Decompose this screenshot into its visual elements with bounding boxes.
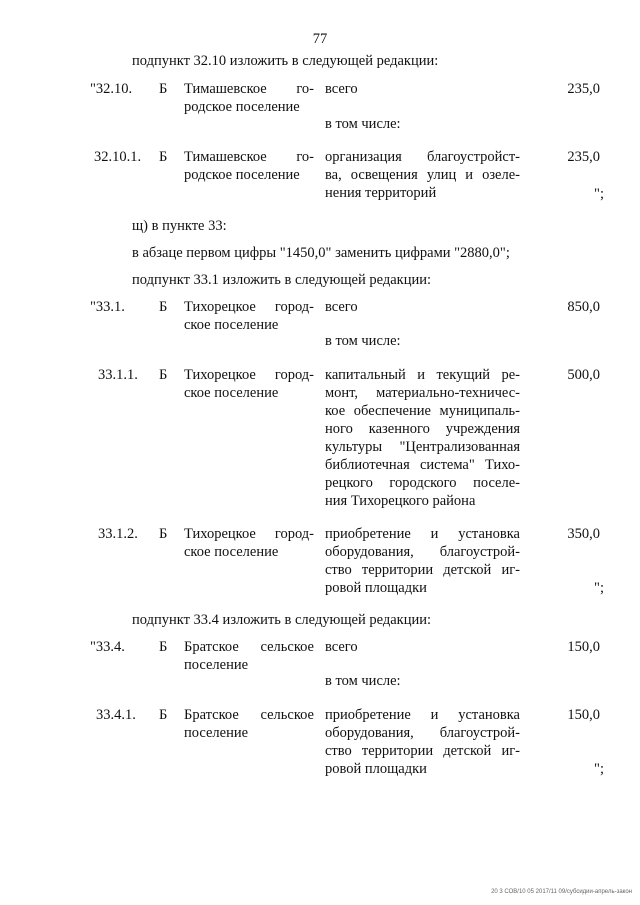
row-description: организация благоустройст- ва, освещения улиц и озеле- нения территорий bbox=[325, 149, 520, 201]
row-number: 33.1.2. bbox=[98, 526, 138, 542]
row-amount: 350,0 bbox=[567, 526, 600, 542]
text-line: подпункт 32.10 изложить в следующей редакции: bbox=[132, 53, 439, 69]
row-settlement: Братское сельское поселение bbox=[184, 707, 314, 741]
row-number: 33.1.1. bbox=[98, 367, 138, 383]
row-amount: 150,0 bbox=[567, 639, 600, 655]
text-line: подпункт 33.4 изложить в следующей редакции: bbox=[132, 612, 432, 628]
row-description: капитальный и текущий ре- монт, материально-техничес- кое обеспечение муниципаль- ного казенного учреждения культуры "Централизованная библиотечная система" Тихо- рецкого городского поселе- ния Тихорецкого района bbox=[325, 367, 520, 509]
row-number: 32.10.1. bbox=[94, 149, 142, 165]
row-number: 33.4.1. bbox=[96, 707, 136, 723]
page-number: 77 bbox=[312, 31, 328, 47]
row-category: Б bbox=[159, 526, 168, 542]
text-line: в абзаце первом цифры "1450,0" заменить цифрами "2880,0"; bbox=[132, 245, 510, 261]
text-line: подпункт 33.1 изложить в следующей редакции: bbox=[132, 272, 432, 288]
row-settlement: Тихорецкое город- ское поселение bbox=[184, 299, 314, 333]
row-settlement: Тимашевское го- родское поселение bbox=[184, 81, 314, 115]
row-number: "33.4. bbox=[90, 639, 125, 655]
row-subheading: в том числе: bbox=[325, 673, 401, 689]
row-subheading: в том числе: bbox=[325, 116, 401, 132]
row-description: всего bbox=[325, 639, 358, 655]
footer-file-path: 20 3 СОВ/10 05 2017/11 09/субсидии-апрель-закон bbox=[491, 889, 632, 895]
row-category: Б bbox=[159, 367, 168, 383]
row-amount: 235,0 bbox=[567, 81, 600, 97]
row-subheading: в том числе: bbox=[325, 333, 401, 349]
row-category: Б bbox=[159, 639, 168, 655]
row-category: Б bbox=[159, 81, 168, 97]
row-description: всего bbox=[325, 81, 358, 97]
row-settlement: Тихорецкое город- ское поселение bbox=[184, 367, 314, 401]
row-category: Б bbox=[159, 707, 168, 723]
row-number: "33.1. bbox=[90, 299, 125, 315]
closing-quote: "; bbox=[594, 186, 604, 202]
row-settlement: Тимашевское го- родское поселение bbox=[184, 149, 314, 183]
row-description: всего bbox=[325, 299, 358, 315]
row-category: Б bbox=[159, 299, 168, 315]
closing-quote: "; bbox=[594, 761, 604, 777]
row-category: Б bbox=[159, 149, 168, 165]
row-number: "32.10. bbox=[90, 81, 133, 97]
row-settlement: Братское сельское поселение bbox=[184, 639, 314, 673]
row-amount: 150,0 bbox=[567, 707, 600, 723]
row-amount: 235,0 bbox=[567, 149, 600, 165]
closing-quote: "; bbox=[594, 580, 604, 596]
row-description: приобретение и установка оборудования, благоустрой- ство территории детской иг- ровой площадки bbox=[325, 526, 520, 596]
row-description: приобретение и установка оборудования, благоустрой- ство территории детской иг- ровой площадки bbox=[325, 707, 520, 777]
row-amount: 500,0 bbox=[567, 367, 600, 383]
row-amount: 850,0 bbox=[567, 299, 600, 315]
text-line: щ) в пункте 33: bbox=[132, 218, 227, 234]
row-settlement: Тихорецкое город- ское поселение bbox=[184, 526, 314, 560]
